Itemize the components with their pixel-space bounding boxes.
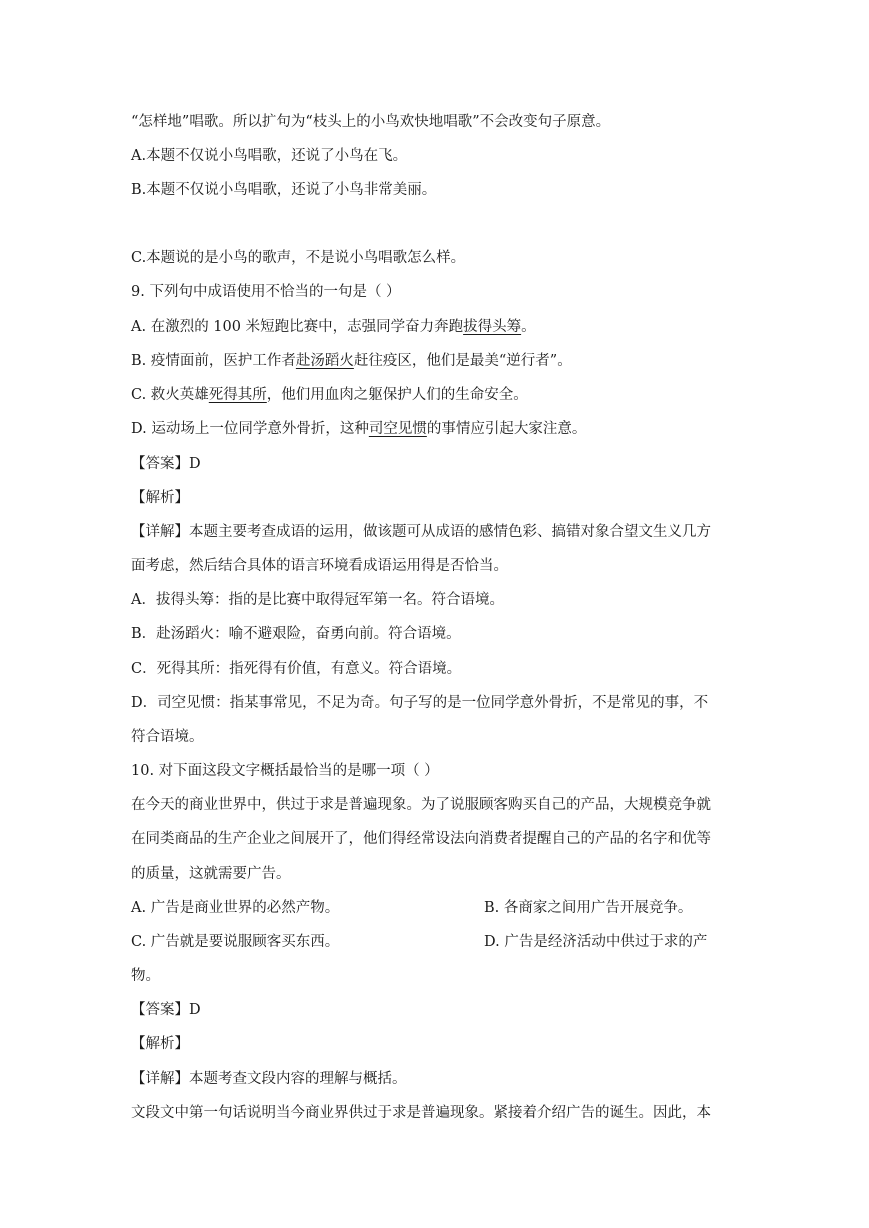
explanation-b: B．赴汤蹈火：喻不避艰险，奋勇向前。符合语境。	[131, 626, 461, 642]
question-9-stem: 9. 下列句中成语使用不恰当的一句是（ ）	[131, 284, 401, 300]
text-line: “怎样地”唱歌。所以扩句为“枝头上的小鸟欢快地唱歌”不会改变句子原意。	[131, 114, 611, 130]
question-10-option-d: D. 广告是经济活动中供过于求的产	[484, 934, 708, 950]
question-10-option-a: A. 广告是商业世界的必然产物。	[131, 900, 340, 916]
idiom-underlined: 拔得头筹	[463, 319, 522, 335]
question-9-option-c: C. 救火英雄死得其所，他们用血肉之躯保护人们的生命安全。	[131, 387, 528, 403]
idiom-underlined: 赴汤蹈火	[295, 353, 354, 369]
explanation-d-cont: 符合语境。	[131, 729, 204, 745]
explanation-a: A．拔得头筹：指的是比赛中取得冠军第一名。符合语境。	[131, 592, 504, 608]
explanation-c: C．死得其所：指死得有价值，有意义。符合语境。	[131, 661, 462, 677]
analysis-label: 【解析】	[131, 490, 189, 506]
detail-text: 【详解】本题主要考查成语的运用，做该题可从成语的感情色彩、搞错对象合望文生义几方	[131, 524, 711, 540]
explanation-d: D．司空见惯：指某事常见，不足为奇。句子写的是一位同学意外骨折，不是常见的事，不	[131, 695, 709, 711]
question-10-option-d-cont: 物。	[131, 968, 160, 984]
passage-text: 在同类商品的生产企业之间展开了，他们得经常设法向消费者提醒自己的产品的名字和优等	[131, 831, 711, 847]
question-10-option-c: C. 广告就是要说服顾客买东西。	[131, 934, 340, 950]
text-line: C.本题说的是小鸟的歌声，不是说小鸟唱歌怎么样。	[131, 250, 466, 266]
text-line: A.本题不仅说小鸟唱歌，还说了小鸟在飞。	[131, 148, 408, 164]
text-line: B.本题不仅说小鸟唱歌，还说了小鸟非常美丽。	[131, 182, 437, 198]
question-10-stem: 10. 对下面这段文字概括最恰当的是哪一项（ ）	[131, 763, 439, 779]
idiom-underlined: 司空见惯	[368, 421, 427, 437]
detail-text: 面考虑，然后结合具体的语言环境看成语运用得是否恰当。	[131, 558, 508, 574]
question-10-option-b: B. 各商家之间用广告开展竞争。	[484, 900, 693, 916]
passage-text: 的质量，这就需要广告。	[131, 866, 291, 882]
passage-text: 在今天的商业世界中，供过于求是普遍现象。为了说服顾客购买自己的产品，大规模竞争就	[131, 797, 711, 813]
question-9-option-d: D. 运动场上一位同学意外骨折，这种司空见惯的事情应引起大家注意。	[131, 421, 587, 437]
question-9-option-b: B. 疫情面前，医护工作者赴汤蹈火赶往疫区，他们是最美“逆行者”。	[131, 353, 572, 369]
question-9-option-a: A. 在激烈的 100 米短跑比赛中，志强同学奋力奔跑拔得头筹。	[131, 319, 536, 335]
detail-text: 文段文中第一句话说明当今商业界供过于求是普遍现象。紧接着介绍广告的诞生。因此，本	[131, 1105, 711, 1121]
answer-label: 【答案】D	[131, 1002, 201, 1018]
analysis-label: 【解析】	[131, 1036, 189, 1052]
detail-text: 【详解】本题考查文段内容的理解与概括。	[131, 1071, 407, 1087]
idiom-underlined: 死得其所	[208, 387, 267, 403]
answer-label: 【答案】D	[131, 456, 201, 472]
